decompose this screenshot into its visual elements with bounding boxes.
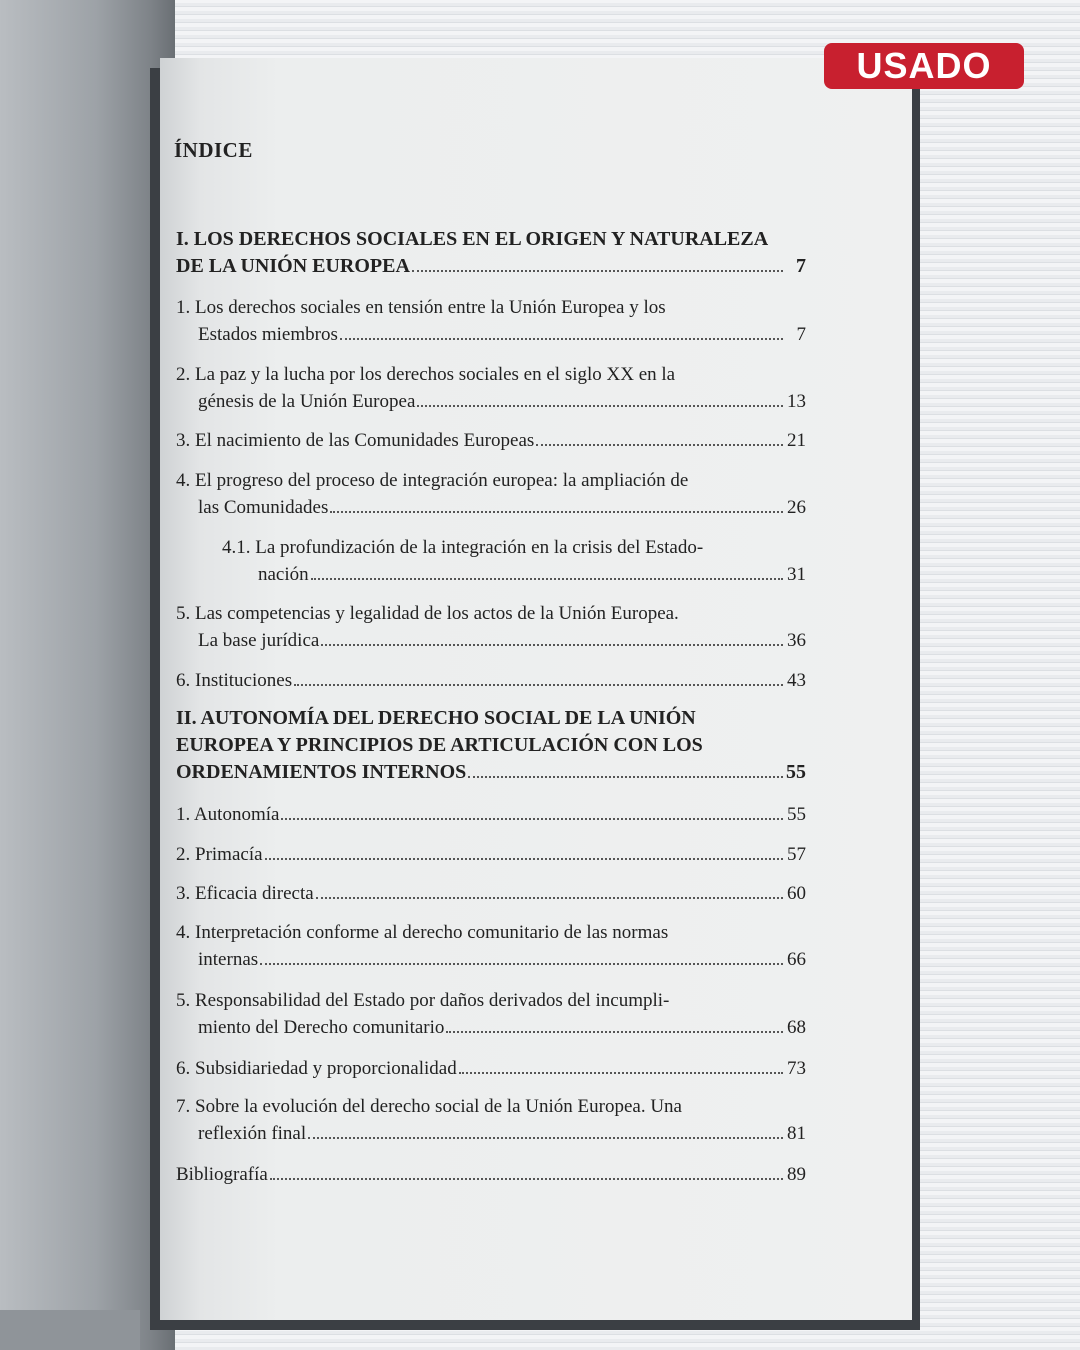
dot-leader xyxy=(536,444,783,446)
dot-leader xyxy=(308,1137,783,1139)
dot-leader xyxy=(281,818,783,820)
toc-entry-page: 73 xyxy=(787,1058,806,1079)
toc-entry-page: 66 xyxy=(787,949,806,970)
toc-entry-1-4-1 xyxy=(176,534,806,588)
toc-entry-line1: 5. Las competencias y legalidad de los actos de la Unión Europea. xyxy=(176,603,679,624)
chapter-1-title-line1: I. LOS DERECHOS SOCIALES EN EL ORIGEN Y NATURALEZA xyxy=(176,228,769,250)
toc-entry-line1: 2. La paz y la lucha por los derechos sociales en el siglo XX en la xyxy=(176,364,676,385)
left-page xyxy=(0,0,175,1350)
toc-entry-line1-row xyxy=(176,427,806,454)
toc-entry-page: 81 xyxy=(787,1123,806,1144)
toc-entry-2-6 xyxy=(176,1055,806,1082)
toc-entry-line1: 7. Sobre la evolución del derecho social de la Unión Europea. Una xyxy=(176,1096,682,1117)
dot-leader xyxy=(311,578,783,580)
toc-entry-2-2 xyxy=(176,841,806,868)
dot-leader xyxy=(412,270,783,272)
chapter-1-page: 7 xyxy=(796,255,806,277)
toc-entry-line1: 3. El nacimiento de las Comunidades Europeas xyxy=(176,430,535,451)
toc-entry-page: 36 xyxy=(787,630,806,651)
toc-entry-page: 55 xyxy=(787,804,806,825)
toc-entry-page: 7 xyxy=(796,324,806,345)
toc-entry-line2-row xyxy=(176,561,806,588)
dot-leader xyxy=(330,511,783,513)
toc-entry-line1: 4. Interpretación conforme al derecho comunitario de las normas xyxy=(176,922,669,943)
toc-entry-line1: 3. Eficacia directa xyxy=(176,883,314,904)
bibliography-label: Bibliografía xyxy=(176,1164,268,1185)
dot-leader xyxy=(265,858,783,860)
toc-entry-page: 57 xyxy=(787,844,806,865)
toc-entry-line2-row xyxy=(176,946,806,973)
toc-entry-2-4 xyxy=(176,919,806,973)
toc-entry-line2: génesis de la Unión Europea xyxy=(198,391,416,412)
bibliography-page: 89 xyxy=(787,1164,806,1185)
chapter-1-title-line2: DE LA UNIÓN EUROPEA xyxy=(176,255,410,277)
toc-entry-page: 26 xyxy=(787,497,806,518)
toc-entry-line1-row xyxy=(176,1055,806,1082)
dot-leader xyxy=(417,405,783,407)
toc-entry-line2: nación xyxy=(258,564,309,585)
toc-entry-page: 68 xyxy=(787,1017,806,1038)
toc-entry-2-1 xyxy=(176,801,806,828)
toc-entry-line2-row xyxy=(176,1014,806,1041)
toc-entry-line2-row xyxy=(176,494,806,521)
toc-entry-line1-row xyxy=(176,1161,806,1188)
toc-entry-line2-row xyxy=(176,388,806,415)
toc-entry-1-6 xyxy=(176,667,806,694)
toc-entry-line1-row xyxy=(176,841,806,868)
chapter-2-title-line2: EUROPEA Y PRINCIPIOS DE ARTICULACIÓN CON LOS xyxy=(176,734,703,756)
toc-entry-1-2 xyxy=(176,361,806,415)
toc-entry-line2: internas xyxy=(198,949,259,970)
dot-leader xyxy=(459,1072,783,1074)
toc-entry-page: 60 xyxy=(787,883,806,904)
toc-entry-line1: 1. Autonomía xyxy=(176,804,280,825)
chapter-2-title-line3: ORDENAMIENTOS INTERNOS xyxy=(176,761,467,783)
toc-entry-page: 43 xyxy=(787,670,806,691)
toc-entry-2-3 xyxy=(176,880,806,907)
index-heading: ÍNDICE xyxy=(174,138,253,162)
toc-entry-1-4 xyxy=(176,467,806,521)
dot-leader xyxy=(321,644,783,646)
toc-entry-line2: Estados miembros xyxy=(198,324,338,345)
dot-leader xyxy=(270,1178,783,1180)
dot-leader xyxy=(316,897,783,899)
toc-entry-line1: 1. Los derechos sociales en tensión entre la Unión Europea y los xyxy=(176,297,666,318)
toc-entry-page: 13 xyxy=(787,391,806,412)
toc-entry-line2: las Comunidades xyxy=(198,497,329,518)
toc-entry-2-5 xyxy=(176,987,806,1041)
toc-entry-line1: 6. Subsidiariedad y proporcionalidad xyxy=(176,1058,457,1079)
dot-leader xyxy=(294,684,783,686)
dot-leader xyxy=(340,338,783,340)
toc-entry-line1: 2. Primacía xyxy=(176,844,263,865)
toc-entry-bibliography xyxy=(176,1161,806,1188)
toc-entry-line2-row xyxy=(176,627,806,654)
toc-entry-line1: 5. Responsabilidad del Estado por daños derivados del incumpli- xyxy=(176,990,670,1011)
toc-entry-line1: 4. El progreso del proceso de integración europea: la ampliación de xyxy=(176,470,689,491)
chapter-2-title-line3-row xyxy=(176,759,806,786)
toc-entry-1-5 xyxy=(176,600,806,654)
toc-entry-line1-row xyxy=(176,801,806,828)
used-badge: USADO xyxy=(824,43,1024,89)
chapter-2-title-line1: II. AUTONOMÍA DEL DERECHO SOCIAL DE LA UNIÓN xyxy=(176,707,696,729)
chapter-2-page: 55 xyxy=(786,761,806,783)
toc-entry-line2-row xyxy=(176,1120,806,1147)
toc-entry-line2-row xyxy=(176,321,806,348)
toc-entry-line1: 4.1. La profundización de la integración en la crisis del Estado- xyxy=(222,537,704,558)
toc-entry-page: 31 xyxy=(787,564,806,585)
toc-entry-2-7 xyxy=(176,1093,806,1147)
toc-entry-line2: reflexión final xyxy=(198,1123,307,1144)
left-page-edge xyxy=(0,1310,140,1350)
toc-entry-1-1 xyxy=(176,294,806,348)
toc-entry-line1-row xyxy=(176,667,806,694)
dot-leader xyxy=(446,1031,783,1033)
toc-entry-line1-row xyxy=(176,880,806,907)
toc-entry-line1: 6. Instituciones xyxy=(176,670,293,691)
toc-entry-line2: La base jurídica xyxy=(198,630,320,651)
chapter-2-entry xyxy=(176,705,806,786)
toc-entry-page: 21 xyxy=(787,430,806,451)
dot-leader xyxy=(468,776,783,778)
chapter-1-title-line2-row xyxy=(176,253,806,280)
chapter-1-entry xyxy=(176,226,806,280)
dot-leader xyxy=(260,963,783,965)
toc-entry-1-3 xyxy=(176,427,806,454)
toc-entry-line2: miento del Derecho comunitario xyxy=(198,1017,445,1038)
